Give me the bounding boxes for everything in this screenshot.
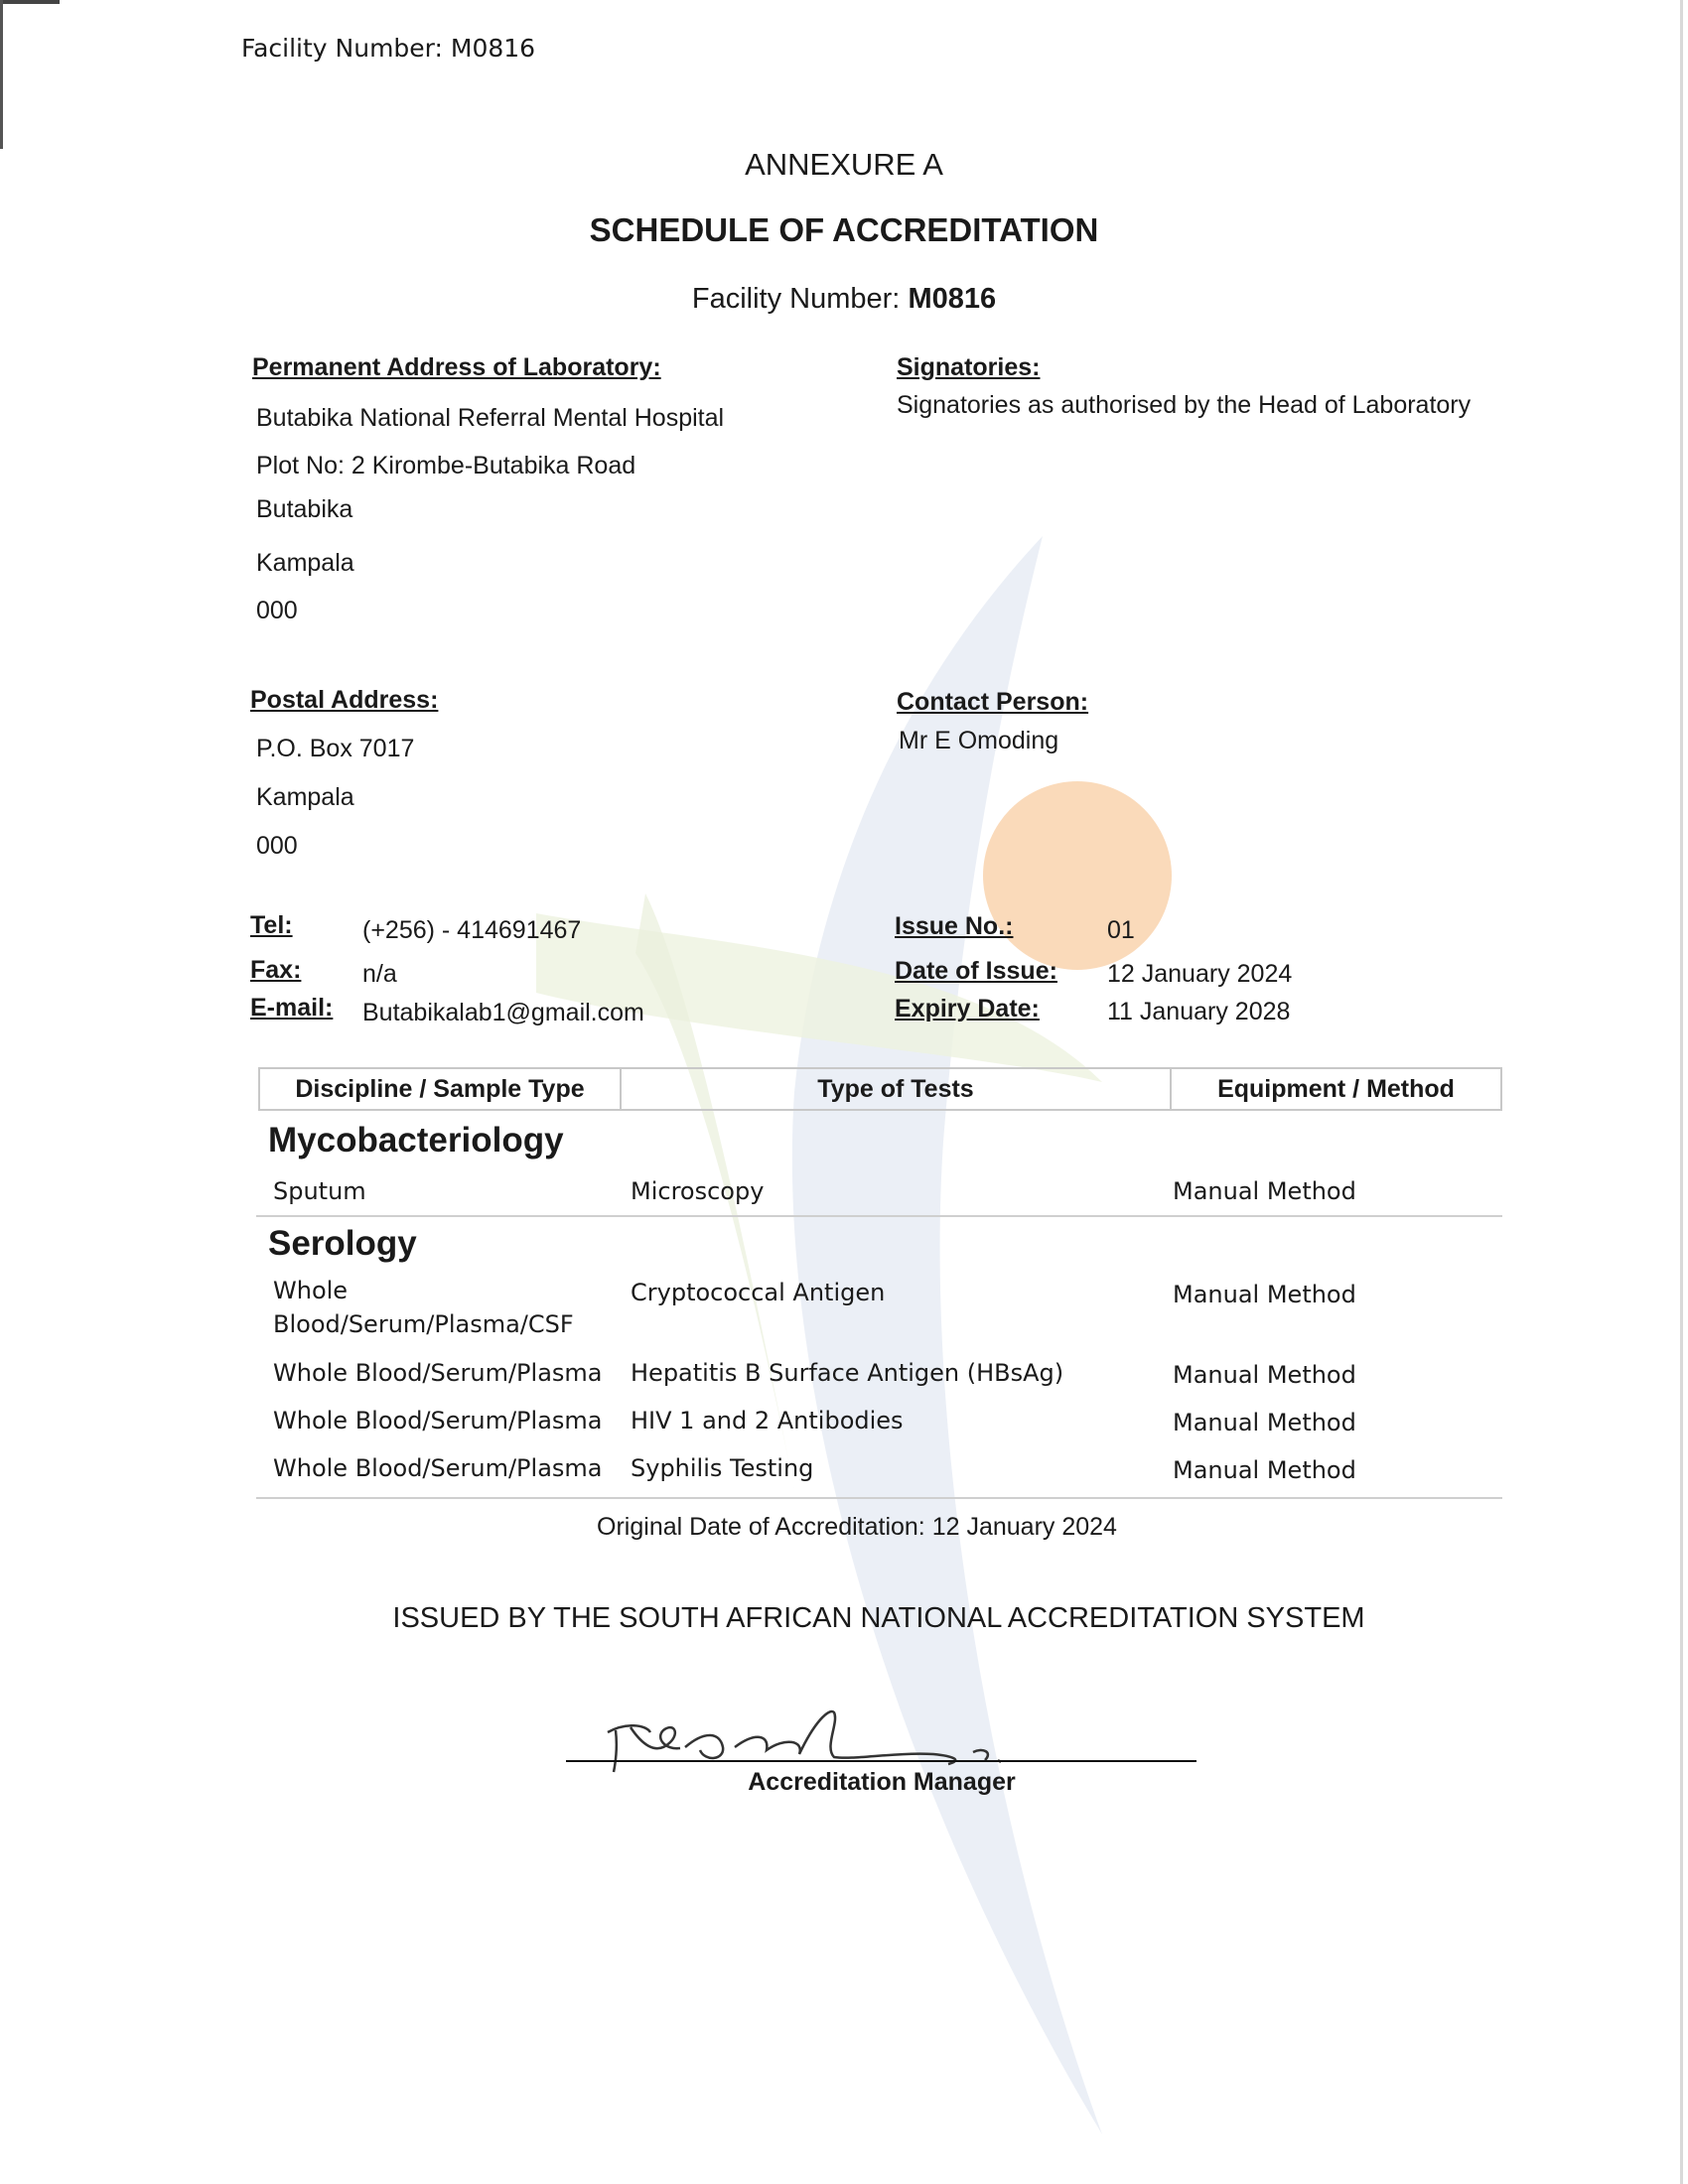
postal-line: P.O. Box 7017: [256, 735, 415, 762]
column-header-discipline: Discipline / Sample Type: [295, 1075, 585, 1103]
fax-value: n/a: [362, 960, 397, 988]
permanent-address-label: Permanent Address of Laboratory:: [252, 353, 661, 381]
table-cell-test: Cryptococcal Antigen: [631, 1279, 886, 1306]
table-cell-sample: Whole Blood/Serum/Plasma: [273, 1359, 603, 1387]
expiry-date-value: 11 January 2028: [1107, 998, 1291, 1025]
table-cell-method: Manual Method: [1173, 1456, 1356, 1484]
signature-line: [566, 1760, 1196, 1762]
date-of-issue-value: 12 January 2024: [1107, 960, 1293, 988]
table-cell-sample: Sputum: [273, 1177, 366, 1205]
signatories-label: Signatories:: [897, 353, 1041, 381]
address-line: 000: [256, 597, 298, 624]
facility-number-value: M0816: [908, 283, 997, 315]
contact-person-name: Mr E Omoding: [899, 727, 1059, 754]
fax-label: Fax:: [250, 956, 302, 984]
email-value: Butabikalab1@gmail.com: [362, 999, 644, 1026]
postal-address-label: Postal Address:: [250, 686, 439, 714]
column-header-tests: Type of Tests: [817, 1075, 974, 1103]
table-cell-sample: Whole Blood/Serum/Plasma/CSF: [273, 1277, 574, 1338]
table-cell-method: Manual Method: [1173, 1409, 1356, 1436]
table-cell-test: Microscopy: [631, 1177, 765, 1205]
facility-number-line: [0, 283, 1688, 316]
address-line: Plot No: 2 Kirombe-Butabika Road: [256, 452, 636, 479]
email-label: E-mail:: [250, 994, 334, 1022]
date-of-issue-label: Date of Issue:: [895, 957, 1057, 985]
postal-line: Kampala: [256, 783, 354, 811]
signatories-text: Signatories as authorised by the Head of Laboratory: [897, 391, 1472, 419]
accreditation-manager-label: Accreditation Manager: [748, 1768, 1016, 1796]
orange-stamp: [983, 781, 1172, 970]
table-cell-method: Manual Method: [1173, 1281, 1356, 1308]
issue-no-label: Issue No.:: [895, 912, 1014, 940]
contact-person-label: Contact Person:: [897, 688, 1089, 716]
tel-label: Tel:: [250, 911, 293, 939]
table-cell-method: Manual Method: [1173, 1177, 1356, 1205]
schedule-title: SCHEDULE OF ACCREDITATION: [589, 211, 1099, 248]
column-header-method: Equipment / Method: [1217, 1075, 1455, 1103]
original-accreditation-date: Original Date of Accreditation: 12 January 2024: [597, 1513, 1117, 1541]
issue-no-value: 01: [1107, 916, 1135, 944]
table-cell-test: Syphilis Testing: [631, 1454, 814, 1482]
table-cell-sample: Whole Blood/Serum/Plasma: [273, 1454, 603, 1482]
table-bottom-divider: [256, 1497, 1502, 1499]
table-header: [258, 1067, 1502, 1111]
table-cell-method: Manual Method: [1173, 1361, 1356, 1389]
section-title: Mycobacteriology: [268, 1121, 564, 1160]
row-divider: [256, 1215, 1502, 1217]
table-cell-sample: Whole Blood/Serum/Plasma: [273, 1407, 603, 1434]
expiry-date-label: Expiry Date:: [895, 995, 1040, 1023]
address-line: Butabika: [256, 495, 353, 523]
table-cell-test: HIV 1 and 2 Antibodies: [631, 1407, 904, 1434]
header-facility-number: Facility Number: M0816: [241, 34, 536, 63]
address-line: Butabika National Referral Mental Hospital: [256, 404, 725, 432]
annexure-title: ANNEXURE A: [745, 147, 943, 182]
table-cell-test: Hepatitis B Surface Antigen (HBsAg): [631, 1359, 1064, 1387]
postal-line: 000: [256, 832, 298, 860]
address-line: Kampala: [256, 549, 354, 577]
section-title: Serology: [268, 1224, 417, 1263]
issued-by-statement: ISSUED BY THE SOUTH AFRICAN NATIONAL ACCREDITATION SYSTEM: [392, 1602, 1365, 1634]
tel-value: (+256) - 414691467: [362, 916, 582, 944]
facility-number-label: Facility Number:: [691, 283, 901, 315]
